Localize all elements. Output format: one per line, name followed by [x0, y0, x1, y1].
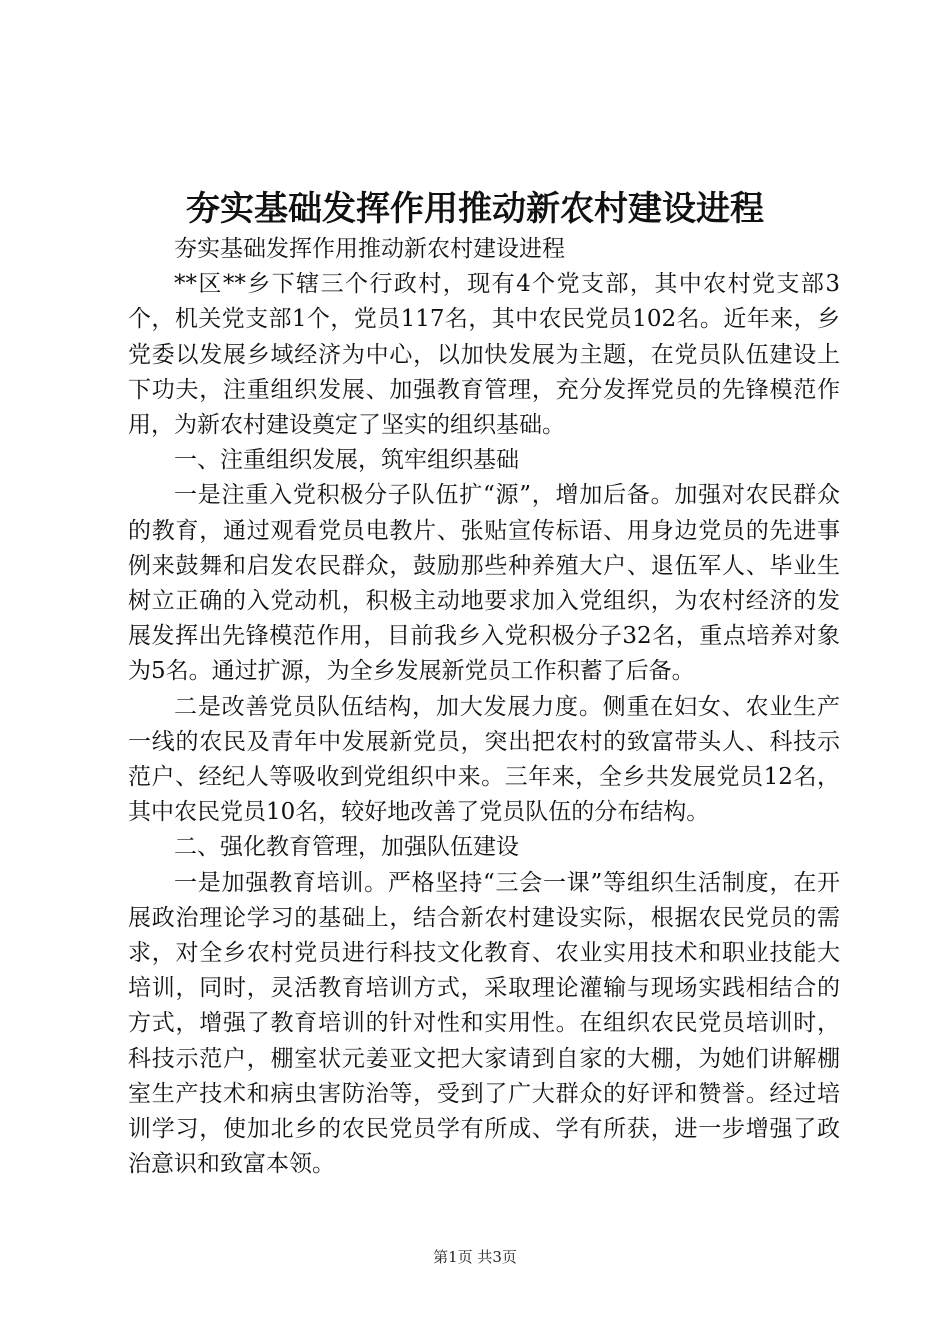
document-title: 夯实基础发挥作用推动新农村建设进程 [186, 189, 764, 229]
intro-paragraph: **区**乡下辖三个行政村，现有4个党支部，其中农村党支部3个，机关党支部1个，党员117名，其中农民党员102名。近年来，乡党委以发展乡域经济为中心，以加快发展为主题，在党员队伍建设上下功夫，注重组织发展、加强教育管理，充分发挥党员的先锋模范作用，为新农村建设奠定了坚实的组织基础。 [128, 271, 840, 439]
body-paragraph: 二是改善党员队伍结构，加大发展力度。侧重在妇女、农业生产一线的农民及青年中发展新党员，突出把农村的致富带头人、科技示范户、经纪人等吸收到党组织中来。三年来，全乡共发展党员12名，其中农民党员10名，较好地改善了党员队伍的分布结构。 [128, 693, 840, 826]
page-footer: 第1页 共3页 [433, 1248, 517, 1266]
body-paragraph: 一是注重入党积极分子队伍扩“源”，增加后备。加强对农民群众的教育，通过观看党员电教片、张贴宣传标语、用身边党员的先进事例来鼓舞和启发农民群众，鼓励那些种养殖大户、退伍军人、毕业生树立正确的入党动机，积极主动地要求加入党组织，为农村经济的发展发挥出先锋模范作用，目前我乡入党积极分子32名，重点培养对象为5名。通过扩源，为全乡发展新党员工作积蓄了后备。 [128, 482, 840, 685]
section-heading-1: 一、注重组织发展，筑牢组织基础 [174, 447, 519, 474]
subtitle-paragraph: 夯实基础发挥作用推动新农村建设进程 [174, 236, 565, 262]
document-body [128, 232, 840, 1182]
body-paragraph: 一是加强教育培训。严格坚持“三会一课”等组织生活制度，在开展政治理论学习的基础上，结合新农村建设实际，根据农民党员的需求，对全乡农村党员进行科技文化教育、农业实用技术和职业技能大培训，同时，灵活教育培训方式，采取理论灌输与现场实践相结合的方式，增强了教育培训的针对性和实用性。在组织农民党员培训时，科技示范户，棚室状元姜亚文把大家请到自家的大棚，为她们讲解棚室生产技术和病虫害防治等，受到了广大群众的好评和赞誉。经过培训学习，使加北乡的农民党员学有所成、学有所获，进一步增强了政治意识和致富本领。 [128, 869, 840, 1178]
section-heading-2: 二、强化教育管理，加强队伍建设 [174, 834, 519, 861]
